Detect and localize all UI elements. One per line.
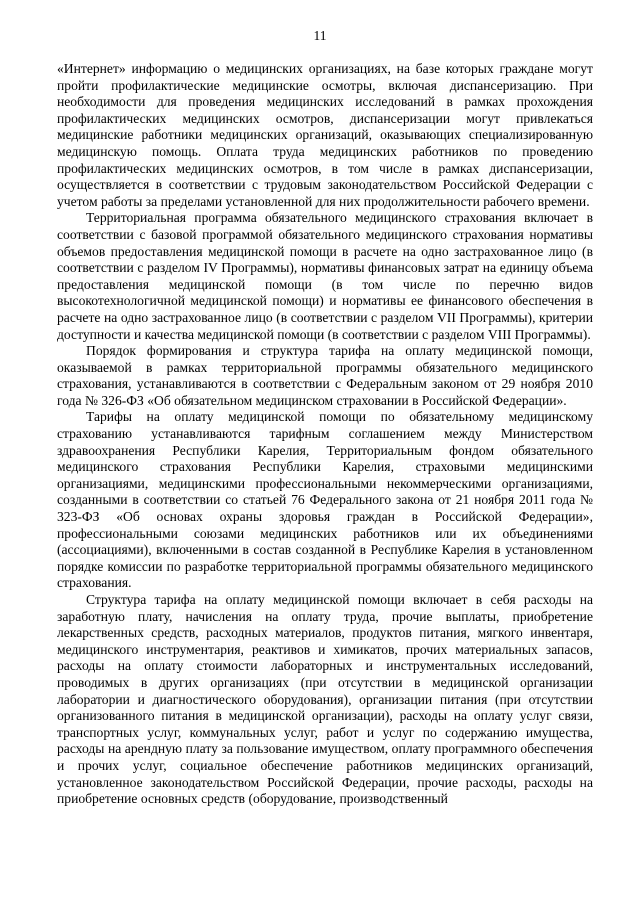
paragraph-4: Тарифы на оплату медицинской помощи по обязательному медицинскому страхованию устанавливаются тарифным соглашением между Министерством здравоохранения Республики Карелия, Территориальным фондом обязательного медицинского страхования Республики Карелия, страховыми медицинскими организациями, медицинскими профессиональными некоммерческими организациями, созданными в соответствии со статьей 76 Федерального закона от 21 ноября 2011 года № 323-ФЗ «Об основах охраны здоровья граждан в Российской Федерации», профессиональными союзами медицинских работников или их объединениями (ассоциациями), включенными в состав созданной в Республике Карелия в установленном порядке комиссии по разработке территориальной программы обязательного медицинского страхования. [57,409,593,591]
document-body [57,61,593,808]
paragraph-1: «Интернет» информацию о медицинских организациях, на базе которых граждане могут пройти профилактические медицинские осмотры, включая диспансеризацию. При необходимости для проведения медицинских исследований в рамках прохождения профилактических медицинских осмотров, диспансеризации могут привлекаться медицинские работники медицинских организаций, оказывающих специализированную медицинскую помощь. Оплата труда медицинских работников по проведению профилактических медицинских осмотров, в том числе в рамках диспансеризации, осуществляется в соответствии с трудовым законодательством Российской Федерации с учетом работы за пределами установленной для них продолжительности рабочего времени. [57,61,593,209]
paragraph-2: Территориальная программа обязательного медицинского страхования включает в соответствии с базовой программой обязательного медицинского страхования нормативы объемов предоставления медицинской помощи в расчете на одно застрахованное лицо (в соответствии с разделом IV Программы), нормативы финансовых затрат на единицу объема предоставления медицинской помощи (в том числе по перечню видов высокотехнологичной медицинской помощи) и нормативы ее финансового обеспечения в расчете на одно застрахованное лицо (в соответствии с разделом VII Программы), критерии доступности и качества медицинской помощи (в соответствии с разделом VIII Программы). [57,210,593,342]
paragraph-5: Структура тарифа на оплату медицинской помощи включает в себя расходы на заработную плату, начисления на оплату труда, прочие выплаты, приобретение лекарственных средств, расходных материалов, продуктов питания, мягкого инвентаря, медицинского инструментария, реактивов и химикатов, прочих материальных запасов, расходы на оплату стоимости лабораторных и инструментальных исследований, проводимых в других организациях (при отсутствии в медицинской организации лаборатории и диагностического оборудования), организации питания (при отсутствии организованного питания в медицинской организации), расходы на оплату услуг связи, транспортных услуг, коммунальных услуг, работ и услуг по содержанию имущества, расходы на арендную плату за пользование имуществом, оплату программного обеспечения и прочих услуг, социальное обеспечение работников медицинских организаций, установленное законодательством Российской Федерации, прочие расходы, расходы на приобретение основных средств (оборудование, производственный [57,592,593,807]
paragraph-3: Порядок формирования и структура тарифа на оплату медицинской помощи, оказываемой в рамках территориальной программы обязательного медицинского страхования, устанавливаются в соответствии с Федеральным законом от 29 ноября 2010 года № 326-ФЗ «Об обязательном медицинском страховании в Российской Федерации». [57,343,593,408]
page-number: 11 [313,28,327,43]
